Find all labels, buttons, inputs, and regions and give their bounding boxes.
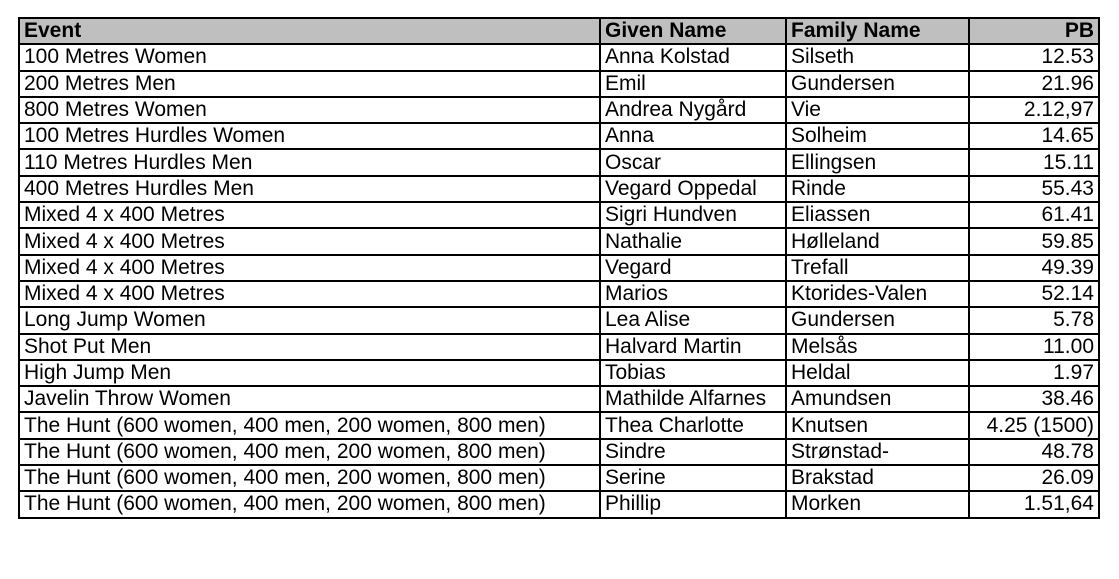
header-row: [19, 18, 1099, 44]
header-pb: PB: [969, 18, 1099, 44]
cell-given-name: Anna Kolstad: [600, 44, 786, 70]
cell-pb: 12.53: [969, 44, 1099, 70]
cell-given-name: Tobias: [600, 360, 786, 386]
cell-event: High Jump Men: [19, 360, 600, 386]
cell-given-name: Oscar: [600, 149, 786, 175]
header-given-name: Given Name: [600, 18, 786, 44]
cell-given-name: Sigri Hundven: [600, 202, 786, 228]
cell-event: 200 Metres Men: [19, 71, 600, 97]
cell-family-name: Melsås: [786, 334, 969, 360]
cell-family-name: Trefall: [786, 255, 969, 281]
cell-pb: 26.09: [969, 465, 1099, 491]
cell-event: Long Jump Women: [19, 307, 600, 333]
cell-event: 800 Metres Women: [19, 97, 600, 123]
cell-family-name: Strønstad-: [786, 439, 969, 465]
table-row: [19, 228, 1099, 254]
cell-family-name: Vie: [786, 97, 969, 123]
table-row: [19, 176, 1099, 202]
table-row: [19, 281, 1099, 307]
cell-given-name: Sindre: [600, 439, 786, 465]
cell-event: Javelin Throw Women: [19, 386, 600, 412]
cell-given-name: Anna: [600, 123, 786, 149]
cell-event: Mixed 4 x 400 Metres: [19, 202, 600, 228]
cell-given-name: Vegard: [600, 255, 786, 281]
results-table: [18, 17, 1100, 519]
cell-pb: 2.12,97: [969, 97, 1099, 123]
cell-given-name: Halvard Martin: [600, 334, 786, 360]
cell-family-name: Knutsen: [786, 412, 969, 438]
cell-event: The Hunt (600 women, 400 men, 200 women, 800 men): [19, 439, 600, 465]
cell-given-name: Thea Charlotte: [600, 412, 786, 438]
cell-family-name: Gundersen: [786, 307, 969, 333]
cell-given-name: Nathalie: [600, 228, 786, 254]
cell-family-name: Silseth: [786, 44, 969, 70]
cell-given-name: Phillip: [600, 491, 786, 517]
cell-family-name: Ktorides-Valen: [786, 281, 969, 307]
cell-given-name: Vegard Oppedal: [600, 176, 786, 202]
cell-given-name: Marios: [600, 281, 786, 307]
header-event: Event: [19, 18, 600, 44]
cell-pb: 21.96: [969, 71, 1099, 97]
cell-family-name: Brakstad: [786, 465, 969, 491]
cell-pb: 15.11: [969, 149, 1099, 175]
cell-family-name: Eliassen: [786, 202, 969, 228]
cell-event: 100 Metres Hurdles Women: [19, 123, 600, 149]
table-row: [19, 202, 1099, 228]
cell-pb: 48.78: [969, 439, 1099, 465]
cell-family-name: Morken: [786, 491, 969, 517]
cell-pb: 1.97: [969, 360, 1099, 386]
table-row: [19, 307, 1099, 333]
table-row: [19, 255, 1099, 281]
cell-pb: 52.14: [969, 281, 1099, 307]
table-row: [19, 97, 1099, 123]
cell-given-name: Emil: [600, 71, 786, 97]
table-row: [19, 412, 1099, 438]
cell-event: The Hunt (600 women, 400 men, 200 women, 800 men): [19, 491, 600, 517]
table-row: [19, 386, 1099, 412]
cell-event: Shot Put Men: [19, 334, 600, 360]
cell-family-name: Heldal: [786, 360, 969, 386]
cell-pb: 38.46: [969, 386, 1099, 412]
cell-pb: 55.43: [969, 176, 1099, 202]
table-body: [19, 44, 1099, 517]
cell-event: The Hunt (600 women, 400 men, 200 women, 800 men): [19, 465, 600, 491]
cell-pb: 61.41: [969, 202, 1099, 228]
cell-given-name: Serine: [600, 465, 786, 491]
cell-family-name: Rinde: [786, 176, 969, 202]
cell-family-name: Hølleland: [786, 228, 969, 254]
cell-family-name: Amundsen: [786, 386, 969, 412]
table-row: [19, 360, 1099, 386]
cell-family-name: Gundersen: [786, 71, 969, 97]
cell-pb: 1.51,64: [969, 491, 1099, 517]
cell-event: The Hunt (600 women, 400 men, 200 women, 800 men): [19, 412, 600, 438]
table-row: [19, 149, 1099, 175]
table-row: [19, 71, 1099, 97]
cell-event: Mixed 4 x 400 Metres: [19, 255, 600, 281]
cell-event: Mixed 4 x 400 Metres: [19, 228, 600, 254]
cell-pb: 11.00: [969, 334, 1099, 360]
table-row: [19, 465, 1099, 491]
cell-family-name: Solheim: [786, 123, 969, 149]
cell-pb: 49.39: [969, 255, 1099, 281]
table-row: [19, 123, 1099, 149]
cell-family-name: Ellingsen: [786, 149, 969, 175]
cell-pb: 59.85: [969, 228, 1099, 254]
cell-event: Mixed 4 x 400 Metres: [19, 281, 600, 307]
table-row: [19, 491, 1099, 517]
cell-event: 100 Metres Women: [19, 44, 600, 70]
cell-pb: 5.78: [969, 307, 1099, 333]
cell-pb: 14.65: [969, 123, 1099, 149]
cell-given-name: Mathilde Alfarnes: [600, 386, 786, 412]
table-row: [19, 334, 1099, 360]
header-family-name: Family Name: [786, 18, 969, 44]
cell-event: 110 Metres Hurdles Men: [19, 149, 600, 175]
cell-pb: 4.25 (1500): [969, 412, 1099, 438]
cell-given-name: Andrea Nygård: [600, 97, 786, 123]
cell-given-name: Lea Alise: [600, 307, 786, 333]
table-row: [19, 44, 1099, 70]
table-row: [19, 439, 1099, 465]
cell-event: 400 Metres Hurdles Men: [19, 176, 600, 202]
